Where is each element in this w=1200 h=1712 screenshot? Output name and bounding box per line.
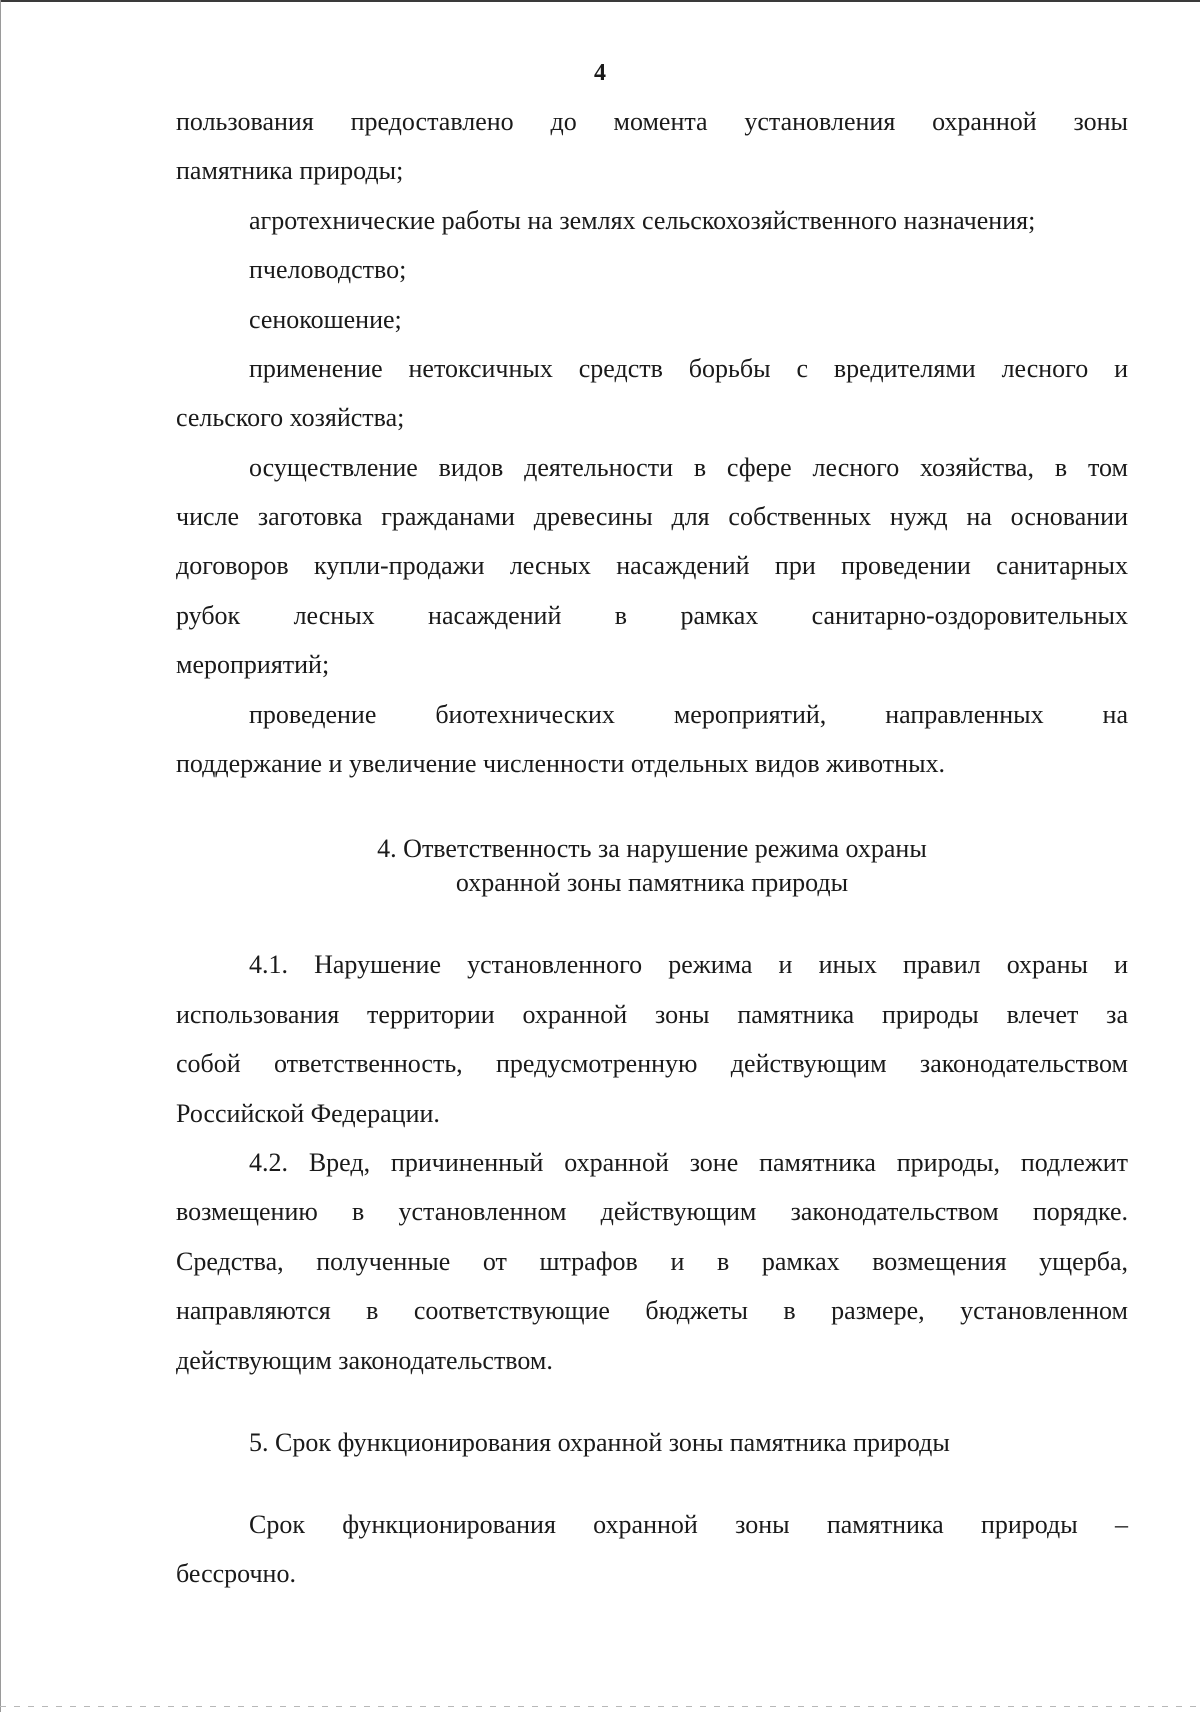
text-line: осуществление видов деятельности в сфере лесного хозяйства, в том (249, 453, 1128, 482)
scan-edge-left (0, 0, 1, 1712)
text-line: памятника природы; (176, 156, 404, 185)
text-line: действующим законодательством. (176, 1346, 553, 1375)
text-line: направляются в соответствующие бюджеты в размере, установленном (176, 1296, 1128, 1325)
text-line: поддержание и увеличение численности отдельных видов животных. (176, 749, 946, 778)
text-line: 4.1. Нарушение установленного режима и иных правил охраны и (249, 950, 1128, 979)
section-heading: охранной зоны памятника природы (455, 868, 849, 897)
text-line: Российской Федерации. (176, 1099, 440, 1128)
text-line: Срок функционирования охранной зоны памятника природы – (249, 1510, 1128, 1539)
text-line: мероприятий; (176, 650, 330, 679)
text-line: пользования предоставлено до момента установления охранной зоны (176, 107, 1128, 136)
page-number: 4 (594, 60, 606, 86)
text-line: Средства, полученные от штрафов и в рамках возмещения ущерба, (176, 1247, 1128, 1276)
text-line: рубок лесных насаждений в рамках санитарно-оздоровительных (176, 601, 1128, 630)
section-heading: 4. Ответственность за нарушение режима охраны (377, 834, 927, 863)
section-heading: 5. Срок функционирования охранной зоны памятника природы (249, 1428, 950, 1457)
text-line: возмещению в установленном действующим законодательством порядке. (176, 1197, 1128, 1226)
text-line: сельского хозяйства; (176, 403, 405, 432)
scan-edge-bottom (0, 1706, 1200, 1707)
text-line: собой ответственность, предусмотренную действующим законодательством (176, 1049, 1128, 1078)
text-line: числе заготовка гражданами древесины для собственных нужд на основании (176, 502, 1128, 531)
text-line: агротехнические работы на землях сельскохозяйственного назначения; (249, 206, 1036, 235)
text-line: пчеловодство; (249, 255, 407, 284)
text-line: использования территории охранной зоны памятника природы влечет за (176, 1000, 1128, 1029)
text-line: договоров купли-продажи лесных насаждений при проведении санитарных (176, 551, 1128, 580)
text-line: применение нетоксичных средств борьбы с вредителями лесного и (249, 354, 1128, 383)
text-line: сенокошение; (249, 305, 402, 334)
scan-edge-top (0, 0, 1200, 2)
text-line: бессрочно. (176, 1559, 296, 1588)
text-line: 4.2. Вред, причиненный охранной зоне памятника природы, подлежит (249, 1148, 1128, 1177)
text-line: проведение биотехнических мероприятий, направленных на (249, 700, 1128, 729)
